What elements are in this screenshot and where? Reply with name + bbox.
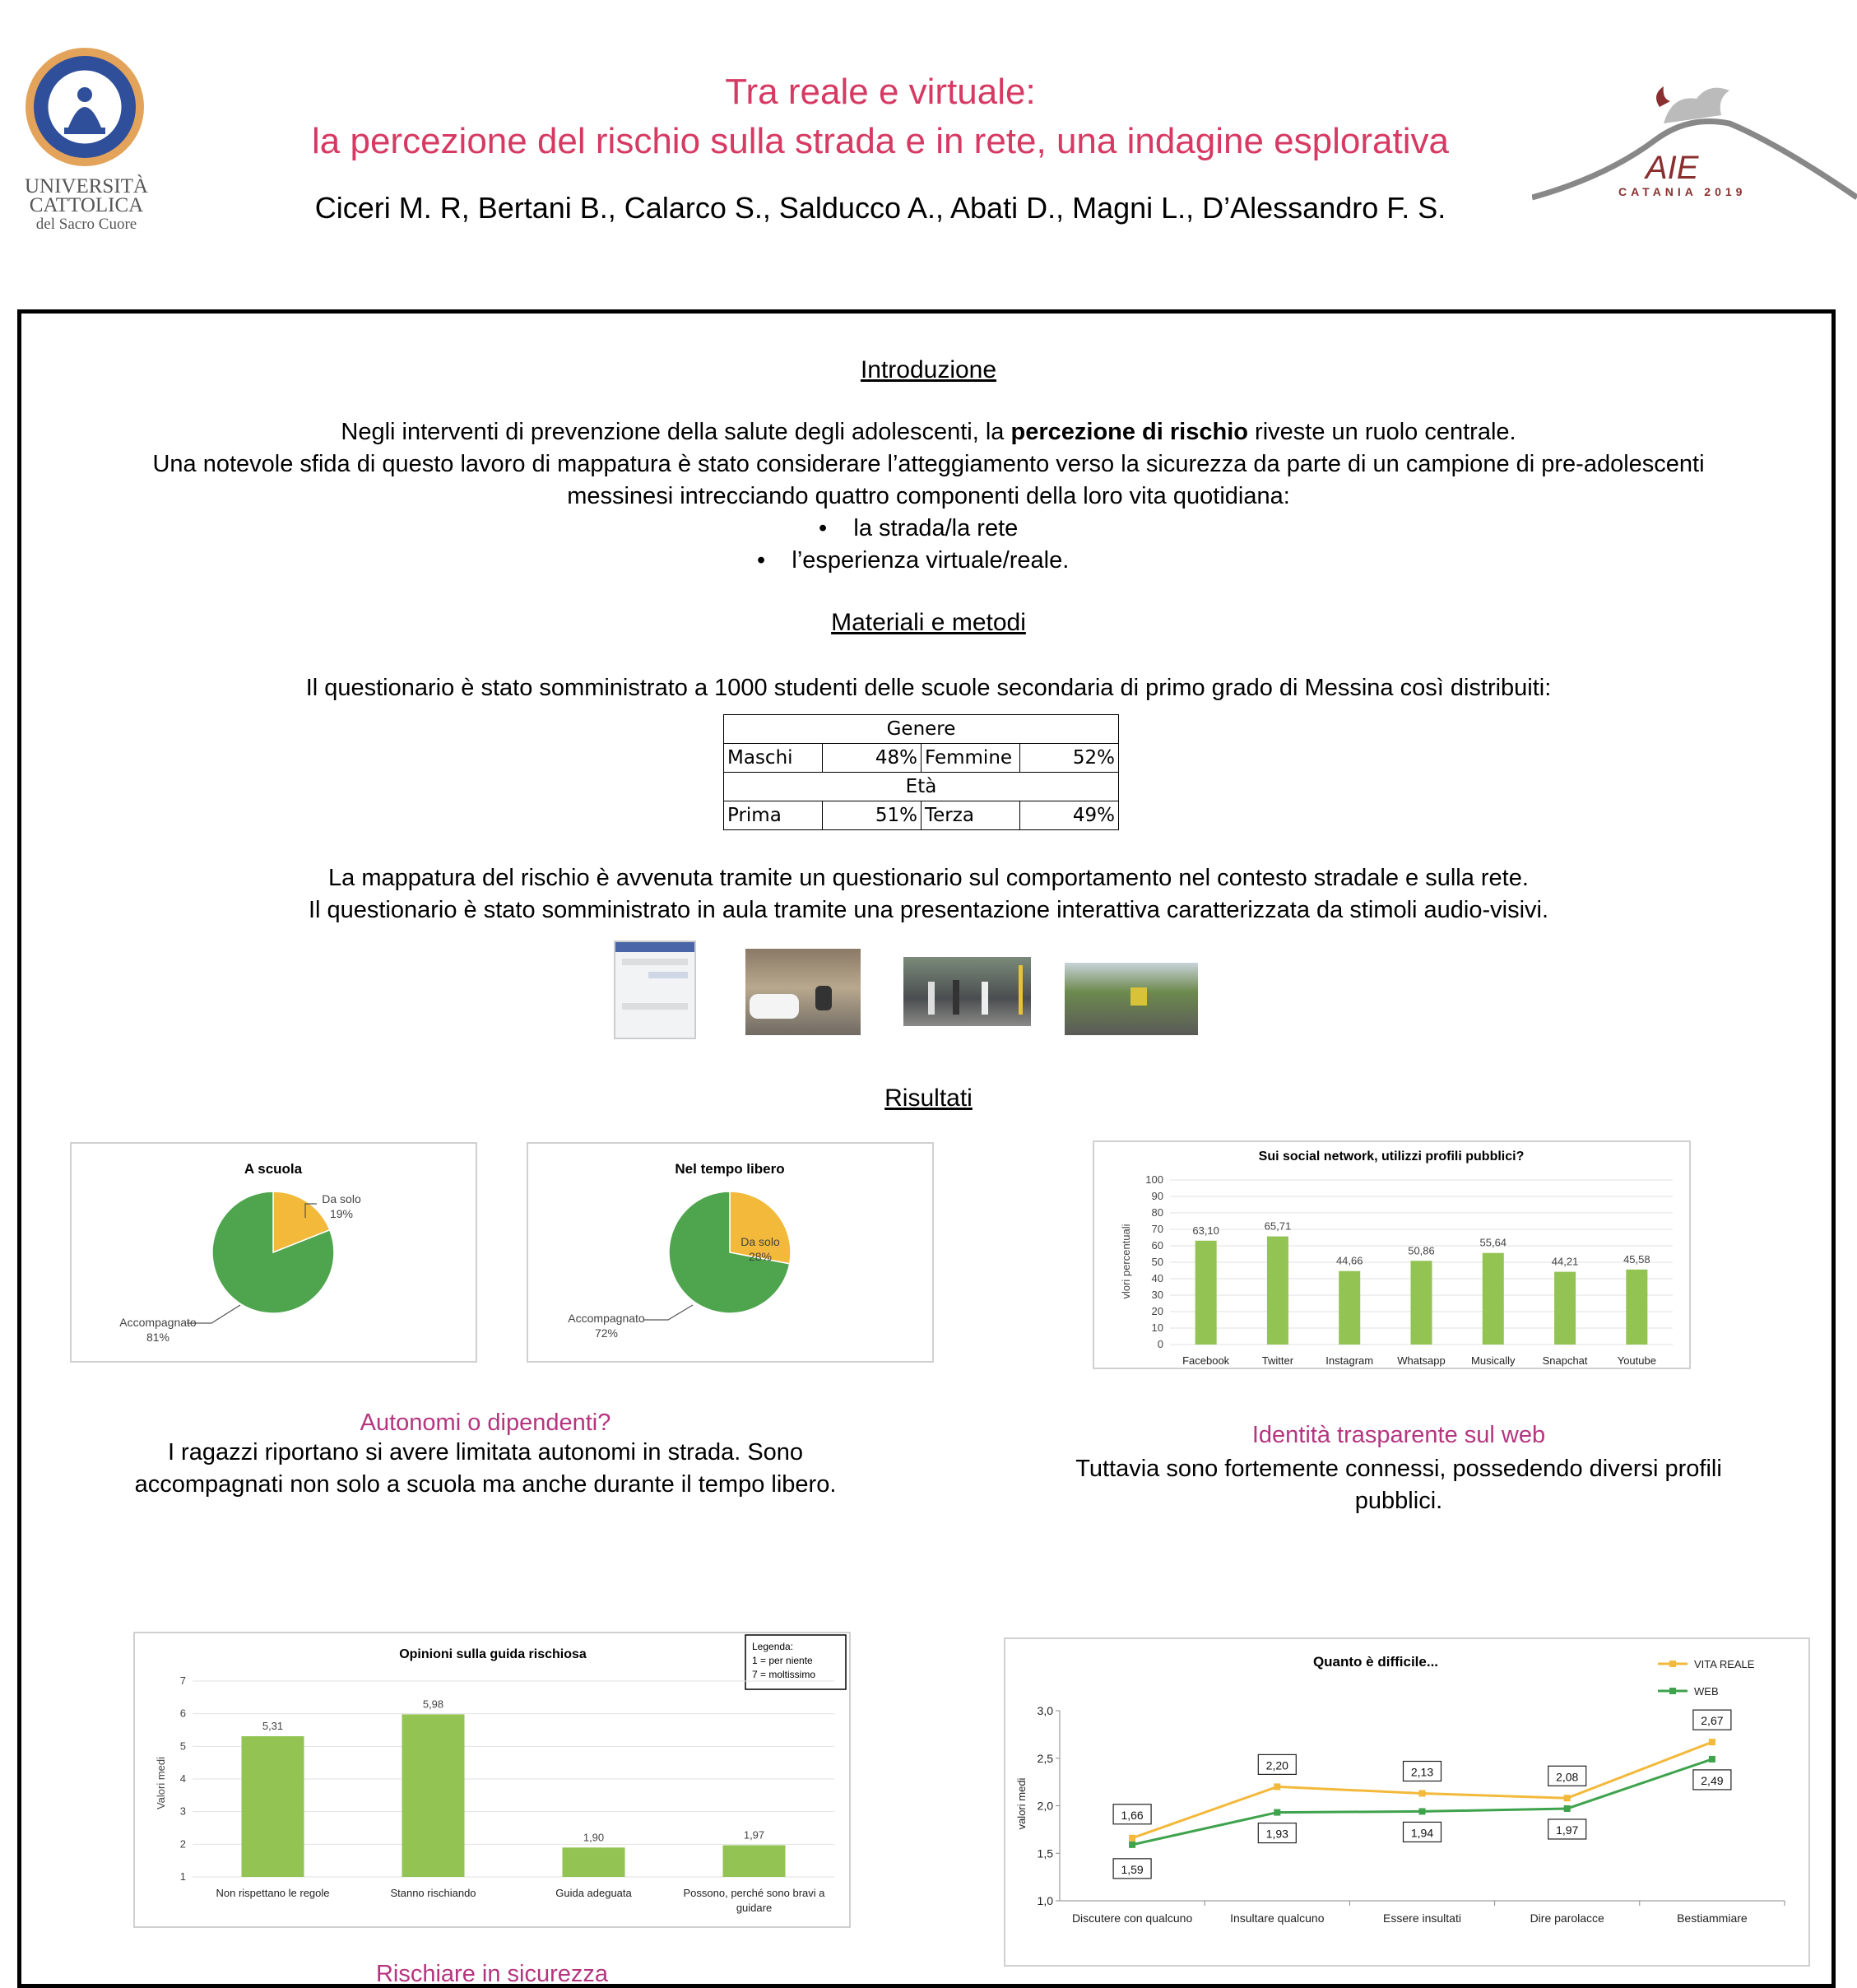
- data-label: 2,20: [1265, 1758, 1288, 1772]
- series-marker: [1564, 1795, 1571, 1801]
- data-label: 1,59: [1121, 1862, 1144, 1876]
- x-tick-label: Guida adeguata: [555, 1887, 632, 1899]
- identity-text: Tuttavia sono fortemente connessi, possedendo diversi profili pubblici.: [1075, 1456, 1722, 1514]
- x-tick-label: Dire parolacce: [1530, 1911, 1604, 1925]
- bar: [1195, 1241, 1217, 1345]
- series-marker: [1564, 1805, 1571, 1812]
- bar-value-label: 5,98: [422, 1698, 444, 1711]
- bar: [242, 1736, 304, 1877]
- y-tick-label: 3: [179, 1805, 186, 1818]
- pie-chart-school: [70, 1142, 477, 1363]
- poster-title-line1: Tra reale e virtuale:: [725, 72, 1036, 112]
- data-label: 1,93: [1265, 1827, 1288, 1841]
- chat-screenshot-image: [614, 941, 696, 1039]
- series-marker: [1709, 1739, 1715, 1745]
- data-label: 2,67: [1701, 1714, 1724, 1728]
- y-tick-label: 2: [179, 1837, 186, 1851]
- pie-percent-label: 72%: [594, 1326, 619, 1340]
- legend-marker: [1669, 1688, 1676, 1694]
- y-tick-label: 2,0: [1037, 1799, 1053, 1813]
- femmine-label: Femmine: [922, 744, 1020, 773]
- legend-line3: 7 = moltissimo: [752, 1669, 816, 1680]
- volcano-logo-icon: [1532, 78, 1857, 210]
- intro-bullet-1-text: la strada/la rete: [853, 515, 1019, 541]
- methods-text: Il questionario è stato somministrato a 1000 studenti delle scuole secondaria di primo grado di Messina così distribuiti:: [305, 675, 1552, 701]
- pie-chart-free-time: [527, 1142, 934, 1363]
- intro-heading: Introduzione: [860, 356, 997, 383]
- bar-title: Opinioni sulla guida rischiosa: [399, 1647, 587, 1661]
- y-tick-label: 100: [1145, 1173, 1163, 1186]
- y-tick-label: 1,0: [1037, 1894, 1053, 1907]
- pie-category-label: Accompagnato: [568, 1312, 645, 1325]
- bar-value-label: 1,90: [583, 1831, 605, 1844]
- terza-value: 49%: [1020, 801, 1119, 830]
- intro-bullet-2: • l’esperienza virtuale/reale.: [757, 547, 1070, 574]
- data-label: 2,49: [1701, 1773, 1724, 1787]
- bar: [1554, 1272, 1576, 1345]
- bar-value-label: 44,66: [1335, 1254, 1363, 1267]
- maschi-label: Maschi: [724, 744, 823, 773]
- identity-title: Identità trasparente sul web: [1251, 1422, 1546, 1448]
- y-tick-label: 40: [1151, 1272, 1163, 1284]
- sample-distribution-table: [723, 714, 1119, 830]
- x-tick-label: Non rispettano le regole: [216, 1887, 330, 1899]
- series-marker: [1419, 1790, 1426, 1796]
- autonomy-text: I ragazzi riportano si avere limitata autonomi in strada. Sono accompagnati non solo a scuola ma anche durante il tempo libero.: [134, 1439, 837, 1498]
- eta-header: Età: [724, 773, 1119, 801]
- pie-percent-label: 19%: [329, 1207, 354, 1220]
- x-tick-label: Possono, perché sono bravi a: [683, 1887, 825, 1899]
- x-tick-label: Whatsapp: [1397, 1354, 1446, 1367]
- bar: [723, 1846, 786, 1877]
- prima-value: 51%: [823, 801, 922, 830]
- intro-line1-pre: Negli interventi di prevenzione della salute degli adolescenti, la: [341, 419, 1011, 445]
- bar-chart-risky-svg: [135, 1633, 849, 1926]
- legend-label: WEB: [1694, 1685, 1719, 1698]
- x-tick-label: guidare: [736, 1902, 773, 1914]
- poster-title-line2: la percezione del rischio sulla strada e in rete, una indagine esplorativa: [312, 121, 1449, 161]
- bar: [1411, 1261, 1432, 1345]
- aie-logo-text: AIE: [1646, 150, 1699, 186]
- bar-title: Sui social network, utilizzi profili pubblici?: [1258, 1150, 1525, 1164]
- series-marker: [1419, 1808, 1426, 1814]
- methods-text2: La mappatura del rischio è avvenuta tramite un questionario sul comportamento nel contesto stradale e sulla rete.: [328, 865, 1529, 891]
- y-tick-label: 2,5: [1037, 1751, 1053, 1765]
- bar-value-label: 45,58: [1623, 1252, 1650, 1266]
- y-tick-label: 10: [1151, 1321, 1163, 1334]
- pie-percent-label: 28%: [748, 1250, 773, 1263]
- autonomy-title: Autonomi o dipendenti?: [360, 1410, 611, 1436]
- series-marker: [1274, 1809, 1280, 1816]
- bar-value-label: 50,86: [1408, 1244, 1435, 1257]
- bar: [1483, 1253, 1504, 1345]
- y-tick-label: 7: [179, 1674, 186, 1687]
- data-label: 2,08: [1556, 1770, 1579, 1784]
- road-bus-image: [1065, 963, 1198, 1035]
- bar-chart-risky-driving: [133, 1632, 851, 1928]
- x-tick-label: Musically: [1471, 1354, 1516, 1367]
- bar: [1267, 1237, 1288, 1345]
- bar-chart-social-profiles: [1093, 1140, 1691, 1369]
- x-tick-label: Facebook: [1182, 1354, 1230, 1367]
- x-tick-label: Youtube: [1617, 1354, 1656, 1367]
- aie-logo: [1532, 78, 1857, 210]
- legend-line2: 1 = per niente: [752, 1655, 813, 1666]
- pie-title: A scuola: [244, 1161, 303, 1177]
- bar-value-label: 65,71: [1264, 1219, 1292, 1233]
- bar-value-label: 63,10: [1192, 1224, 1219, 1237]
- pie-category-label: Accompagnato: [119, 1316, 197, 1329]
- pedestrians-image: [903, 957, 1031, 1026]
- data-label: 1,66: [1121, 1808, 1144, 1822]
- bar-value-label: 1,97: [743, 1828, 765, 1842]
- y-tick-label: 80: [1151, 1206, 1163, 1219]
- intro-line1: [41, 416, 1816, 448]
- data-label: 1,94: [1410, 1826, 1434, 1840]
- line-title: Quanto è difficile...: [1312, 1654, 1439, 1670]
- pie-leader-line: [643, 1305, 693, 1320]
- university-seal-icon: [23, 45, 146, 169]
- bar-value-label: 44,21: [1551, 1255, 1579, 1268]
- university-line2: CATTOLICA: [29, 194, 144, 216]
- y-tick-label: 70: [1151, 1223, 1163, 1235]
- intro-bullet-2-text: l’esperienza virtuale/reale.: [792, 547, 1070, 574]
- y-tick-label: 20: [1151, 1305, 1163, 1317]
- x-tick-label: Twitter: [1261, 1354, 1294, 1367]
- genere-header: Genere: [724, 715, 1119, 744]
- intro-line1-bold: percezione di rischio: [1010, 419, 1248, 445]
- bar-chart-social-svg: [1094, 1142, 1689, 1368]
- intro-line3: messinesi intrecciando quattro componenti della loro vita quotidiana:: [567, 483, 1290, 509]
- series-marker: [1274, 1783, 1280, 1790]
- y-tick-label: 50: [1151, 1256, 1163, 1268]
- legend-line1: Legenda:: [752, 1641, 794, 1652]
- pie-chart-free-time-svg: [528, 1144, 932, 1361]
- methods-text3: Il questionario è stato somministrato in aula tramite una presentazione interattiva caratterizzata da stimoli audio-visivi.: [308, 897, 1549, 923]
- line-chart-difficulty: [1004, 1637, 1810, 1967]
- y-tick-label: 3,0: [1037, 1704, 1053, 1717]
- y-tick-label: 4: [179, 1772, 186, 1785]
- y-axis-label: valori medi: [1015, 1777, 1028, 1830]
- y-tick-label: 1: [179, 1870, 186, 1883]
- aie-subtext: CATANIA 2019: [1618, 185, 1747, 198]
- pie-category-label: Da solo: [740, 1235, 780, 1248]
- series-marker: [1129, 1835, 1135, 1842]
- bar: [1339, 1271, 1360, 1345]
- x-tick-label: Snapchat: [1542, 1354, 1588, 1367]
- pie-percent-label: 81%: [146, 1331, 170, 1344]
- x-tick-label: Stanno rischiando: [390, 1887, 476, 1899]
- prima-label: Prima: [724, 801, 823, 830]
- x-tick-label: Insultare qualcuno: [1230, 1911, 1325, 1925]
- y-tick-label: 1,5: [1037, 1846, 1053, 1860]
- maschi-value: 48%: [823, 744, 922, 773]
- pie-chart-school-svg: [72, 1144, 476, 1361]
- x-tick-label: Instagram: [1325, 1354, 1374, 1367]
- data-label: 2,13: [1410, 1765, 1434, 1779]
- intro-line2: Una notevole sfida di questo lavoro di mappatura è stato considerare l’atteggiamento verso la sicurezza da parte di un campione di pre-adolescenti: [152, 451, 1705, 477]
- y-tick-label: 90: [1151, 1190, 1163, 1202]
- legend-label: VITA REALE: [1694, 1658, 1755, 1670]
- y-tick-label: 0: [1157, 1338, 1163, 1350]
- femmine-value: 52%: [1020, 744, 1119, 773]
- series-marker: [1709, 1756, 1715, 1763]
- pie-category-label: Da solo: [322, 1192, 361, 1205]
- street-scooter-image: [745, 949, 861, 1035]
- intro-bullet-1: • la strada/la rete: [819, 515, 1019, 541]
- x-tick-label: Discutere con qualcuno: [1071, 1911, 1193, 1925]
- bar: [402, 1714, 465, 1877]
- pie-title: Nel tempo libero: [675, 1161, 785, 1177]
- authors: Ciceri M. R, Bertani B., Calarco S., Salducco A., Abati D., Magni L., D’Alessandro F. S.: [314, 191, 1446, 225]
- y-tick-label: 5: [179, 1740, 186, 1753]
- y-axis-label: vlori percentuali: [1120, 1224, 1132, 1299]
- bar-value-label: 55,64: [1479, 1236, 1507, 1249]
- line-chart-svg: [1005, 1639, 1808, 1965]
- results-heading: Risultati: [884, 1085, 973, 1112]
- risk-title: Rischiare in sicurezza: [375, 1961, 609, 1987]
- y-tick-label: 30: [1151, 1289, 1163, 1301]
- x-tick-label: Bestiammiare: [1677, 1911, 1748, 1925]
- y-tick-label: 60: [1151, 1239, 1163, 1252]
- university-line3: del Sacro Cuore: [35, 216, 137, 233]
- series-marker: [1129, 1842, 1135, 1848]
- bar: [1626, 1270, 1647, 1345]
- x-tick-label: Essere insultati: [1383, 1911, 1461, 1925]
- terza-label: Terza: [922, 801, 1020, 830]
- legend-marker: [1669, 1661, 1676, 1667]
- data-label: 1,97: [1556, 1823, 1579, 1837]
- y-tick-label: 6: [179, 1707, 186, 1720]
- university-line1: UNIVERSITÀ: [25, 175, 148, 197]
- university-name: [25, 177, 148, 234]
- intro-line1-post: riveste un ruolo centrale.: [1247, 419, 1516, 445]
- y-axis-label: Valori medi: [155, 1756, 167, 1810]
- bar: [563, 1847, 625, 1877]
- methods-heading: Materiali e metodi: [831, 609, 1026, 636]
- bar-value-label: 5,31: [262, 1720, 284, 1733]
